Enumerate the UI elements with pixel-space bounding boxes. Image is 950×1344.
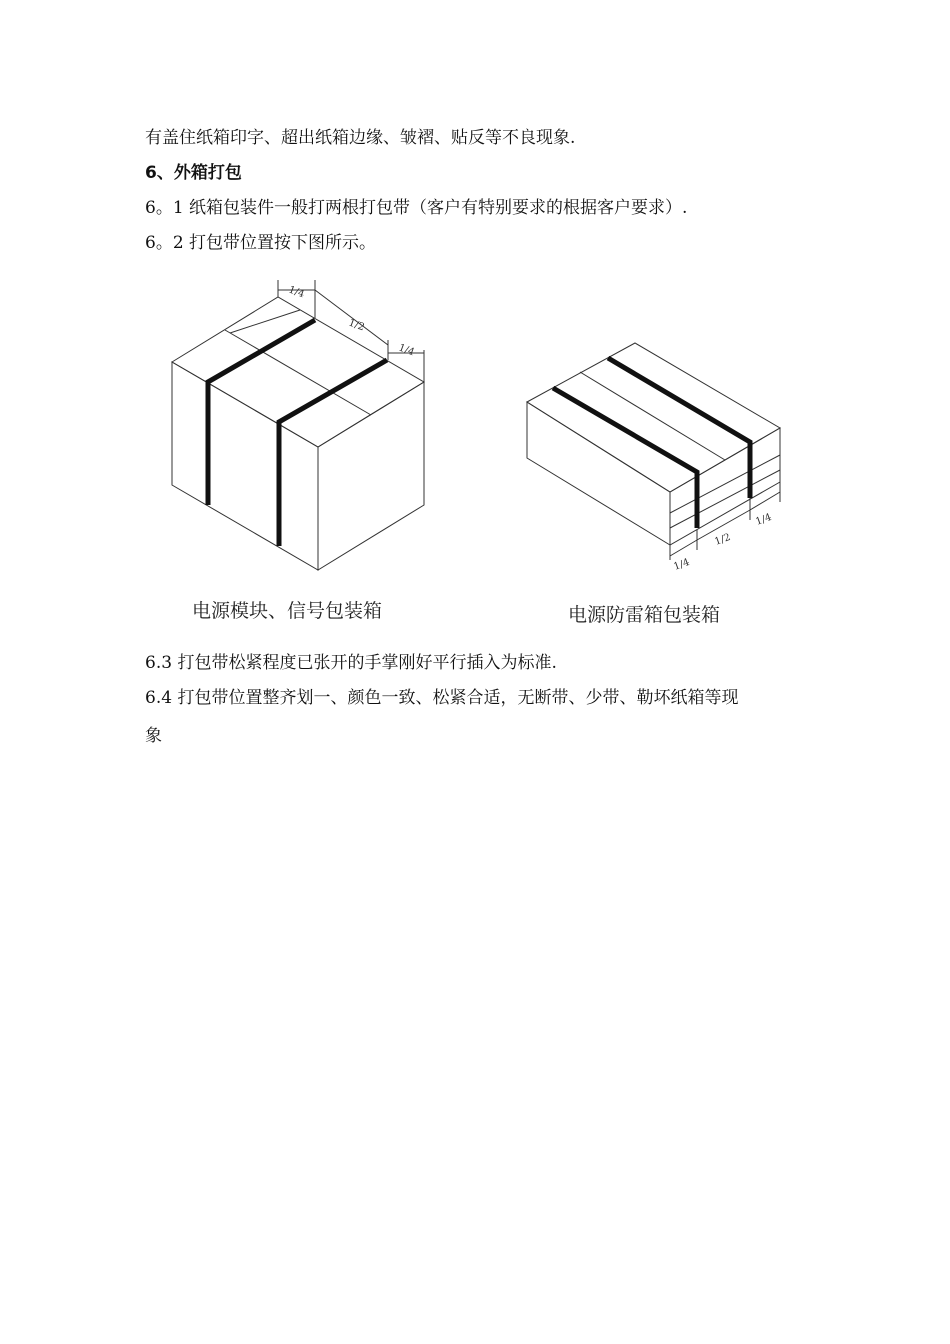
section-heading: 6、外箱打包 [145,163,242,183]
left-box-straps [208,320,387,546]
strapping-diagram-svg [160,270,800,630]
paragraph-6-1: 6。1 纸箱包装件一般打两根打包带（客户有特别要求的根据客户要求）. [145,198,688,218]
right-box-left-face [527,402,670,545]
paragraph-continuation: 有盖住纸箱印字、超出纸箱边缘、皱褶、贴反等不良现象. [145,128,576,148]
right-dim-1: 1/4 [672,556,692,573]
paragraph-6-4: 6.4 打包带位置整齐划一、颜色一致、松紧合适，无断带、少带、勒坏纸箱等现 [145,688,739,708]
left-box-caption: 电源模块、信号包装箱 [192,600,383,622]
right-box-drawing [527,343,780,560]
left-box-left-face [172,362,318,570]
right-box-caption: 电源防雷箱包装箱 [568,604,721,626]
right-strap-2 [608,358,750,498]
left-dim-1: 1/4 [286,284,306,301]
paragraph-6-2: 6。2 打包带位置按下图所示。 [145,233,377,253]
left-dim-2: 1/2 [346,317,366,334]
strapping-diagram [160,270,800,630]
right-dim-3: 1/4 [754,511,774,528]
paragraph-6-3: 6.3 打包带松紧程度已张开的手掌刚好平行插入为标准. [145,653,557,673]
paragraph-6-4-continued: 象 [145,726,162,746]
left-box-right-face [318,382,424,570]
right-box-top-face [527,343,780,492]
left-dim-3: 1/4 [396,342,416,359]
right-box-right-face [670,428,780,545]
right-box-straps [553,358,750,528]
right-strap-1 [553,388,697,528]
right-dim-2: 1/2 [713,531,733,548]
left-strap-2 [279,360,387,546]
